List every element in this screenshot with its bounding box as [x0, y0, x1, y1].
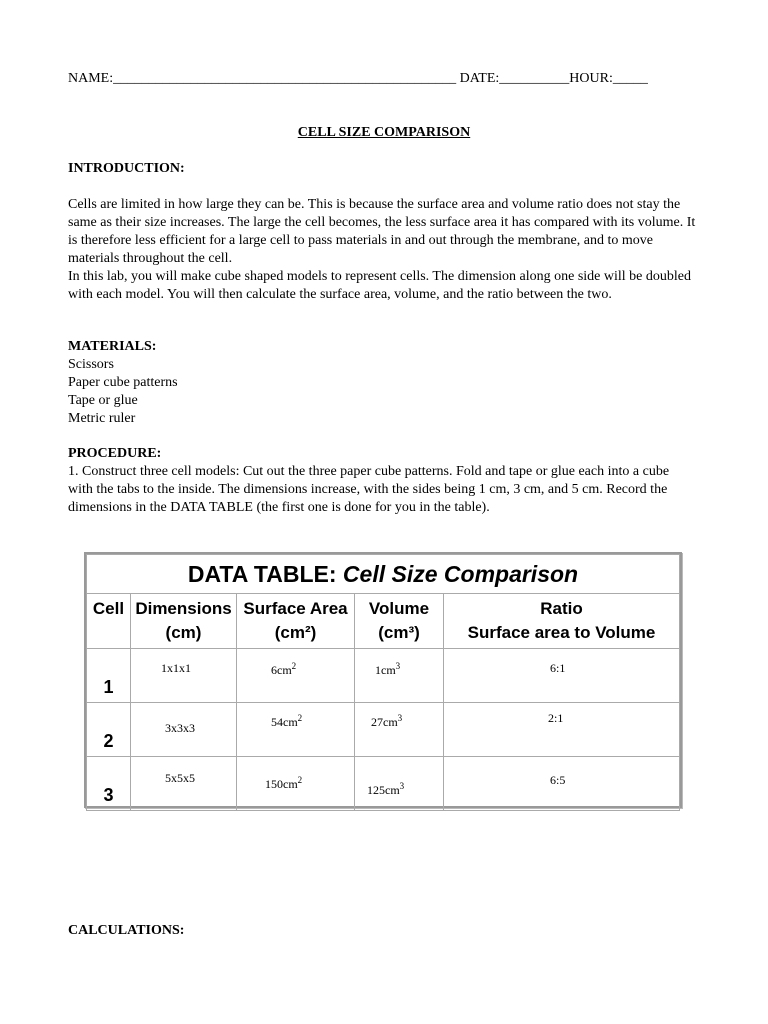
data-table-title-italic: Cell Size Comparison	[342, 561, 579, 587]
materials-heading: MATERIALS:	[68, 339, 157, 354]
data-table	[84, 552, 682, 808]
header-dimensions: Dimensions (cm)	[131, 594, 237, 649]
introduction-text	[68, 196, 696, 304]
procedure-heading: PROCEDURE:	[68, 446, 162, 461]
procedure-step-1: 1. Construct three cell models: Cut out the three paper cube patterns. Fold and tape or glue each into a cube with the tabs to the inside. The dimensions increase, with the sides being 1 cm, 3 cm, and 5 cm. Record the dimensions in the DATA TABLE (the first one is done for you in the table).	[68, 464, 670, 515]
ratio-value: 2:1	[444, 703, 680, 757]
page-title: CELL SIZE COMPARISON	[297, 125, 471, 140]
data-table-title: DATA TABLE: Cell Size Comparison	[87, 555, 680, 594]
materials-item: Tape or glue	[68, 393, 138, 408]
procedure-section	[68, 445, 696, 517]
introduction-paragraph-1: Cells are limited in how large they can be. This is because the surface area and volume ratio does not stay the same as their size increases. The large the cell becomes, the less surface area it has compared with its volume. It is therefore less efficient for a large cell to pass materials in and out through the membrane, and to move materials throughout the cell.	[68, 197, 696, 266]
introduction-paragraph-2: In this lab, you will make cube shaped models to represent cells. The dimension along one side will be doubled with each model. You will then calculate the surface area, volume, and the ratio between the two.	[68, 269, 691, 302]
introduction-heading: INTRODUCTION:	[68, 161, 185, 176]
header-surface-area: Surface Area (cm²)	[237, 594, 355, 649]
cell-number: 3	[87, 757, 131, 811]
header-cell: Cell	[87, 594, 131, 649]
surface-area-value: $6cm^2$	[237, 649, 355, 703]
cell-number: 1	[87, 649, 131, 703]
ratio-value: 6:5	[444, 757, 680, 811]
materials-section	[68, 338, 696, 428]
header-volume: Volume (cm³)	[355, 594, 444, 649]
materials-item: Scissors	[68, 357, 114, 372]
ratio-value: 6:1	[444, 649, 680, 703]
dimensions-value: 1x1x1	[131, 649, 237, 703]
header-ratio: Ratio Surface area to Volume	[444, 594, 680, 649]
surface-area-value: $54cm^2$	[237, 703, 355, 757]
volume-value: $27cm^3$	[355, 703, 444, 757]
materials-item: Metric ruler	[68, 411, 136, 426]
dimensions-value: 5x5x5	[131, 757, 237, 811]
dimensions-value: 3x3x3	[131, 703, 237, 757]
materials-item: Paper cube patterns	[68, 375, 178, 390]
calculations-heading: CALCULATIONS:	[68, 923, 185, 938]
surface-area-value: $150cm^2$	[237, 757, 355, 811]
name-date-hour-line: NAME:_________________________________________________ DATE:__________HOUR:_____	[68, 71, 648, 86]
volume-value: $125cm^3$	[355, 757, 444, 811]
cell-number: 2	[87, 703, 131, 757]
volume-value: $1cm^3$	[355, 649, 444, 703]
